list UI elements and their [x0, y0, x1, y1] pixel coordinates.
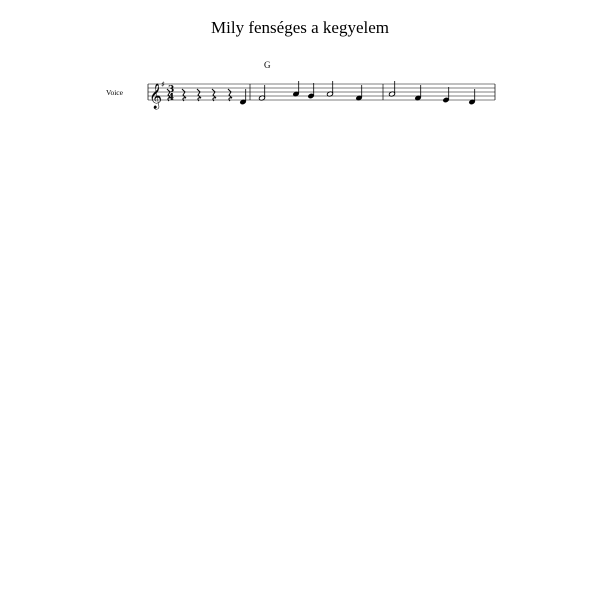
chord-symbol: G: [264, 60, 271, 70]
quarter-rest: [197, 89, 201, 101]
time-signature-top: 3: [168, 85, 175, 95]
quarter-rest: [228, 89, 232, 101]
quarter-rest: [212, 89, 216, 101]
quarter-rest: [182, 89, 186, 101]
key-signature-sharp-icon: ♯: [161, 80, 165, 89]
treble-clef-icon: 𝄞: [149, 84, 163, 109]
instrument-label: Voice: [106, 88, 123, 97]
staff-system-1: [106, 80, 495, 109]
time-signature-bottom: 4: [168, 93, 175, 103]
page-title: Mily fenséges a kegyelem: [211, 18, 389, 37]
